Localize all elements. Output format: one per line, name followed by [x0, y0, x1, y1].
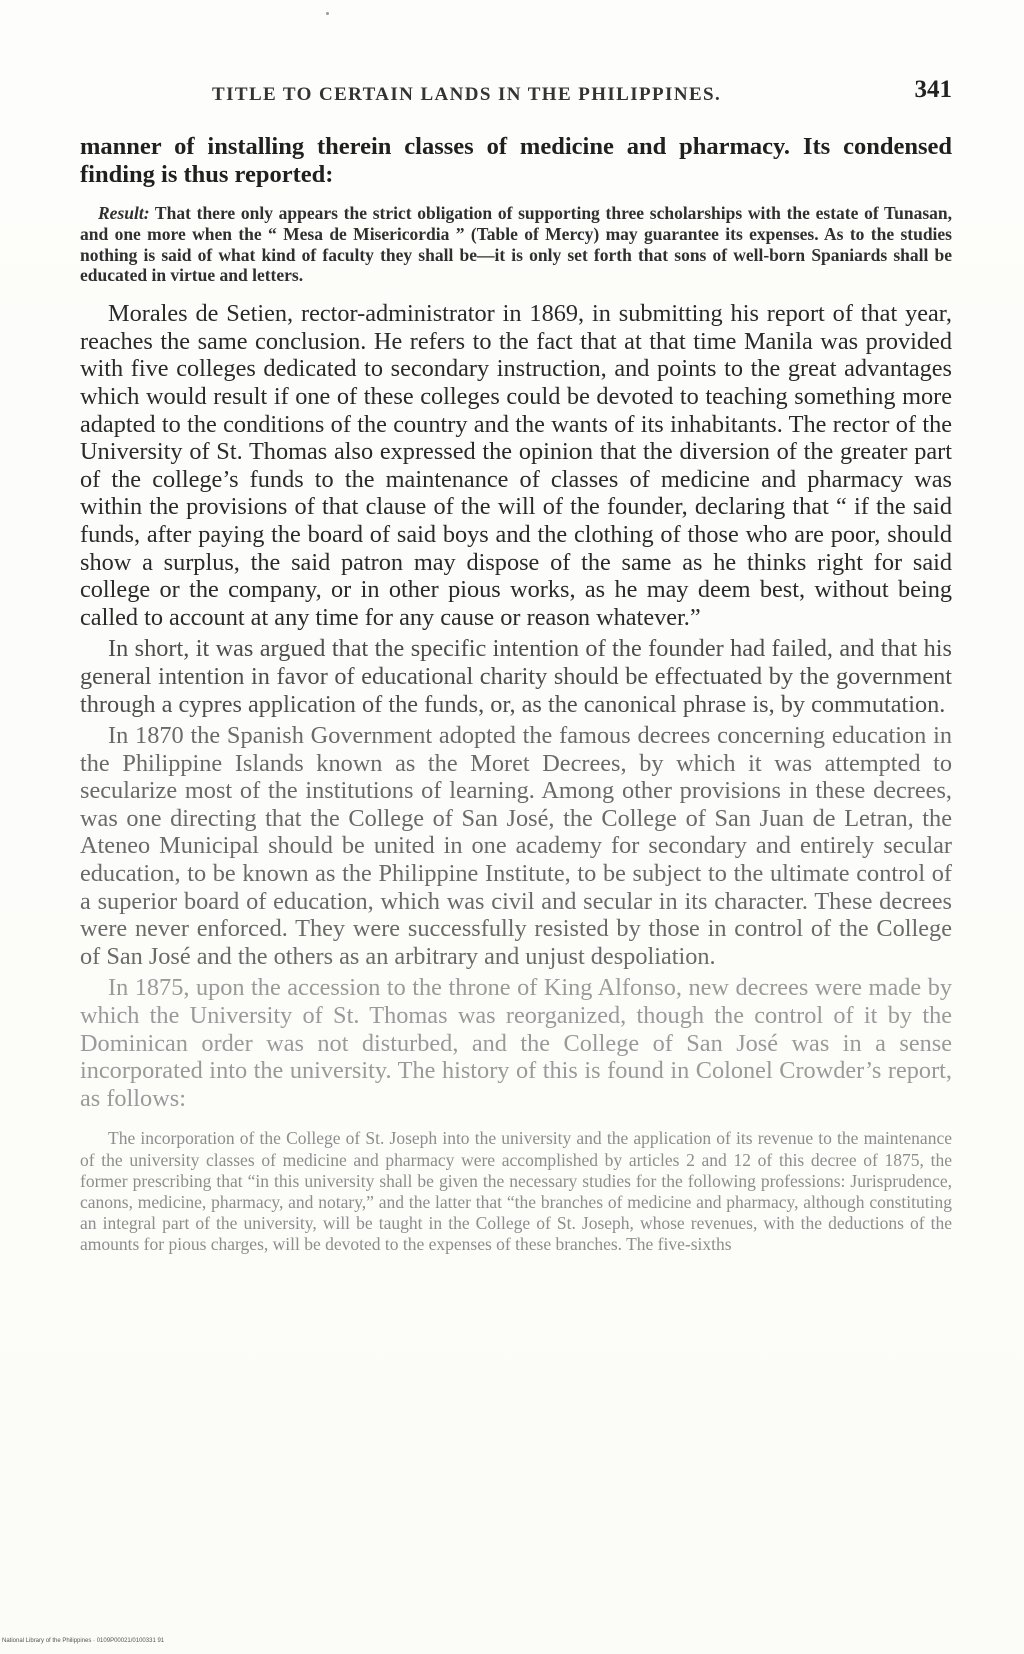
result-quote: [80, 203, 952, 286]
page-body: [80, 133, 952, 1256]
paragraph-1875-decrees: In 1875, upon the accession to the throne of King Alfonso, new decrees were made by which the University of St. Thomas was reorganized, though the control of it by the Dominican order was not disturbed, and the College of San José was in a sense incorporated into the university. The history of this is found in Colonel Crowder’s report, as follows:: [80, 974, 952, 1112]
crowder-report-quote: The incorporation of the College of St. Joseph into the university and the application of its revenue to the maintenance of the university classes of medicine and pharmacy were accomplished by articles 2 and 12 of this decree of 1875, the former prescribing that “in this university shall be given the necessary studies for the following professions: Jurisprudence, canons, medicine, pharmacy, and notary,” and the latter that “the branches of medicine and pharmacy, although constituting an integral part of the university, will be taught in the College of St. Joseph, whose revenues, with the deductions of the amounts for pious charges, will be devoted to the expenses of these branches. The five-sixths: [80, 1128, 952, 1255]
result-text: That there only appears the strict obligation of supporting three scholarships with the estate of Tunasan, and one more when the “ Mesa de Misericordia ” (Table of Mercy) may guarantee its expenses. As to the studies nothing is said of what kind of faculty they shall be—it is only set forth that sons of well-born Spaniards shall be educated in virtue and letters.: [80, 203, 952, 286]
page-number: 341: [914, 76, 952, 103]
scan-speck: [326, 12, 329, 15]
paragraph-in-short: In short, it was argued that the specific intention of the founder had failed, and that his general intention in favor of educational charity should be effectuated by the government through a cypres application of the funds, or, as the canonical phrase is, by commutation.: [80, 635, 952, 718]
intro-paragraph: manner of installing therein classes of medicine and pharmacy. Its condensed finding is thus reported:: [80, 133, 952, 188]
page-header: [80, 74, 952, 108]
paragraph-1870-decrees: In 1870 the Spanish Government adopted the famous decrees concerning education in the Philippine Islands known as the Moret Decrees, by which it was attempted to secularize most of the institutions of learning. Among other provisions in these decrees, was one directing that the College of San José, the College of San Juan de Letran, the Ateneo Municipal should be united in one academy for secondary and entirely secular education, to be known as the Philippine Institute, to be subject to the ultimate control of a superior board of education, which was civil and secular in its character. These decrees were never enforced. They were successfully resisted by those in control of the College of San José and the others as an arbitrary and unjust despoliation.: [80, 722, 952, 970]
result-label: Result:: [98, 203, 150, 223]
running-title: TITLE TO CERTAIN LANDS IN THE PHILIPPINES.: [212, 84, 722, 105]
scan-source-footer: National Library of the Philippines · 0109P00021/0100331 91: [2, 1638, 165, 1644]
paragraph-morales: Morales de Setien, rector-administrator in 1869, in submitting his report of that year, reaches the same conclusion. He refers to the fact that at that time Manila was provided with five colleges dedicated to secondary instruction, and points to the great advantages which would result if one of these colleges could be devoted to teaching something more adapted to the conditions of the country and the wants of its inhabitants. The rector of the University of St. Thomas also expressed the opinion that the diversion of the greater part of the college’s funds to the maintenance of classes of medicine and pharmacy was within the provisions of that clause of the will of the founder, declaring that “ if the said funds, after paying the board of said boys and the clothing of those who are poor, should show a surplus, the said patron may dispose of the same as he thinks right for said college or the company, or in other pious works, as he may deem best, without being called to account at any time for any cause or reason whatever.”: [80, 300, 952, 631]
